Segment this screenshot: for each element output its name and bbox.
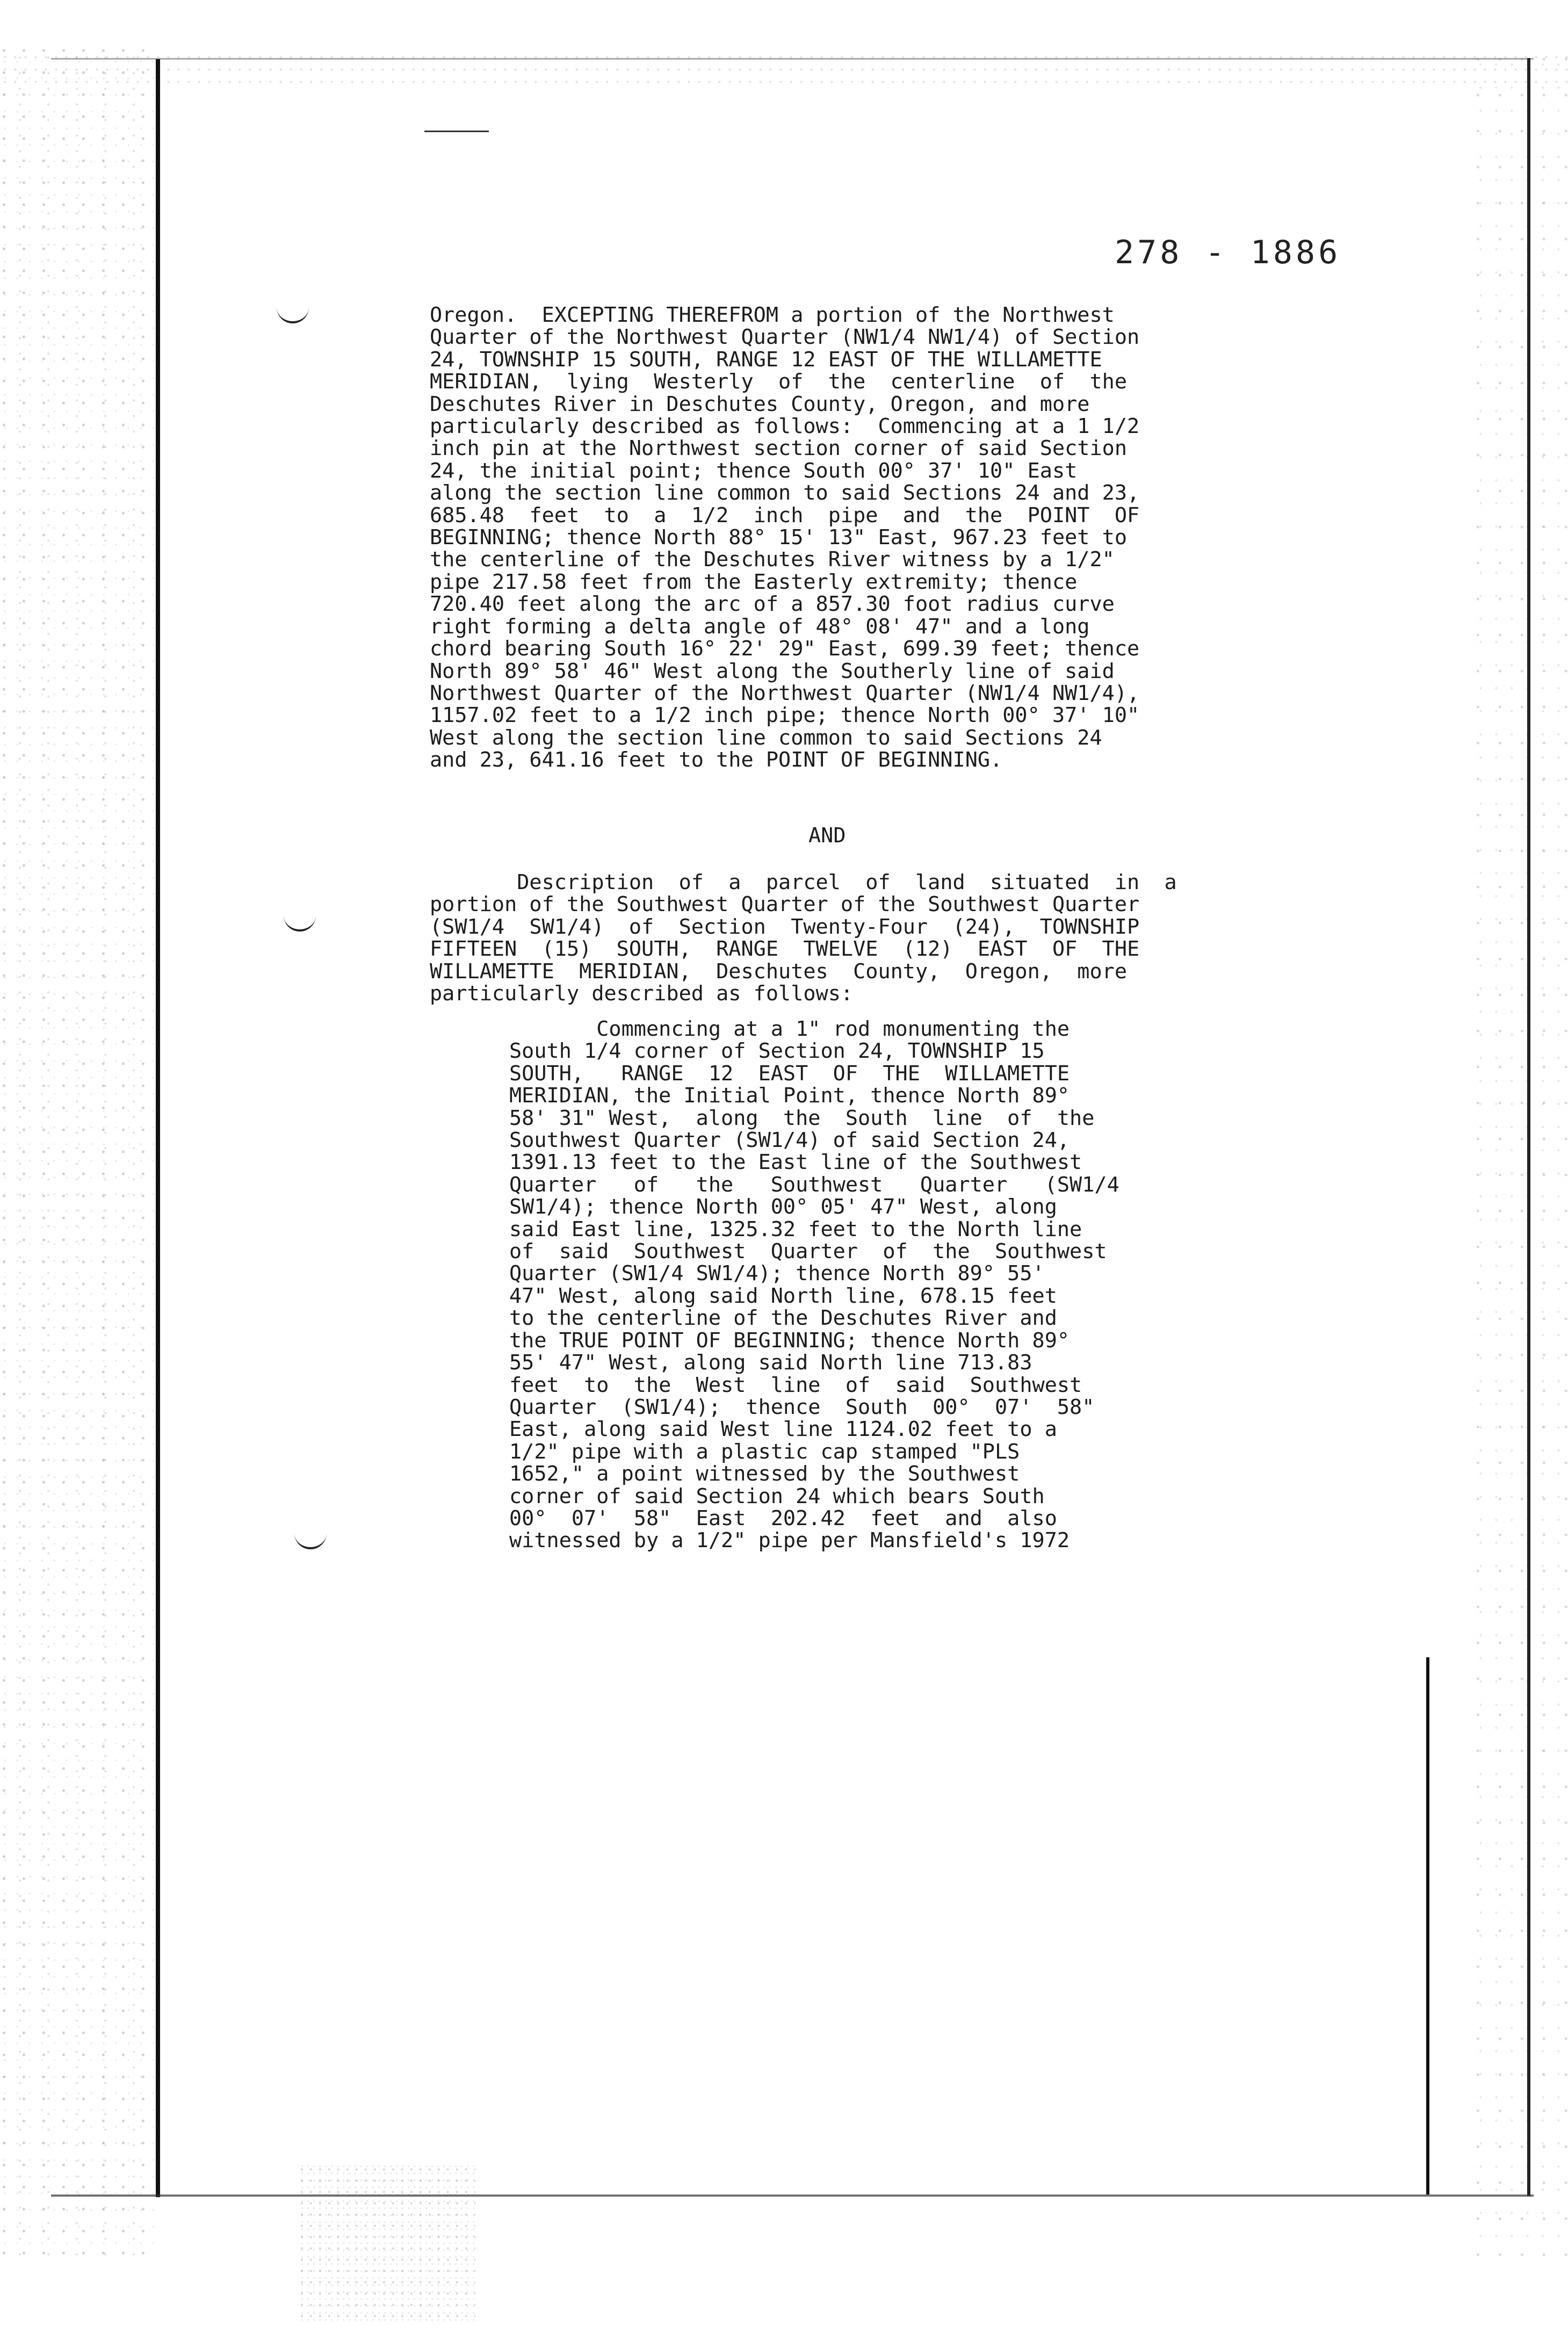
left-margin-line [156,59,160,2197]
and-heading: AND [808,824,846,848]
scan-noise-right [1471,48,1568,2256]
right-border-line [1527,58,1530,2196]
scan-noise-top [0,51,1568,89]
scan-noise-bottom [298,2165,475,2321]
top-border-line [51,58,1534,60]
margin-check-mark [277,305,309,323]
bottom-border-line [51,2194,1534,2197]
excepting-paragraph: Oregon. EXCEPTING THEREFROM a portion of the Northwest Quarter of the Northwest Quarter (NW1/4 NW1/4) of Section 24, TOWNSHIP 15 SOUTH, RANGE 12 EAST OF THE WILLAMETTE MERIDIAN, lying Westerly of the centerline of the Deschutes River in Deschutes County, Oregon, and more particularly described as follows: Commencing at a 1 1/2 inch pin at the Northwest section corner of said Section 24, the initial point; thence South 00° 37' 10" East along the section line common to said Sections 24 and 23, 685.48 feet to a 1/2 inch pipe and the POINT OF BEGINNING; thence North 88° 15' 13" East, 967.23 feet to the centerline of the Deschutes River witness by a 1/2" pipe 217.58 feet from the Easterly extremity; thence 720.40 feet along the arc of a 857.30 foot radius curve right forming a delta angle of 48° 08' 47" and a long chord bearing South 16° 22' 29" East, 699.39 feet; thence North 89° 58' 46" West along the Southerly line of said Northwest Quarter of the Northwest Quarter (NW1/4 NW1/4), 1157.02 feet to a 1/2 inch pipe; thence North 00° 37' 10" West along the section line common to said Sections 24 and 23, 641.16 feet to the POINT OF BEGINNING. [430,303,1140,773]
parcel-description-paragraph: Description of a parcel of land situated in a portion of the Southwest Quarter of the Southwest Quarter (SW1/4 SW1/4) of Section Twenty-Four (24), TOWNSHIP FIFTEEN (15) SOUTH, RANGE TWELVE (12) EAST OF THE WILLAMETTE MERIDIAN, Deschutes County, Oregon, more particularly described as follows: [430,870,1177,1006]
top-dash-mark [424,131,489,132]
scan-noise-left [0,48,161,2256]
margin-check-mark [284,913,316,932]
recording-page-number: 278 - 1886 [1115,234,1341,271]
commencing-paragraph: Commencing at a 1" rod monumenting the South 1/4 corner of Section 24, TOWNSHIP 15 SOUTH, RANGE 12 EAST OF THE WILLAMETTE MERIDIAN, the Initial Point, thence North 89° 58' 31" West, along the South line of the Southwest Quarter (SW1/4) of said Section 24, 1391.13 feet to the East line of the Southwest Quarter of the Southwest Quarter (SW1/4 SW1/4); thence North 00° 05' 47" West, along said East line, 1325.32 feet to the North line of said Southwest Quarter of the Southwest Quarter (SW1/4 SW1/4); thence North 89° 55' 47" West, along said North line, 678.15 feet to the centerline of the Deschutes River and the TRUE POINT OF BEGINNING; thence North 89° 55' 47" West, along said North line 713.83 feet to the West line of said Southwest Quarter (SW1/4); thence South 00° 07' 58" East, along said West line 1124.02 feet to a 1/2" pipe with a plastic cap stamped "PLS 1652," a point witnessed by the Southwest corner of said Section 24 which bears South 00° 07' 58" East 202.42 feet and also witnessed by a 1/2" pipe per Mansfield's 1972 [509,1017,1119,1553]
margin-check-mark [294,1531,327,1549]
right-inner-line [1426,1657,1429,2194]
